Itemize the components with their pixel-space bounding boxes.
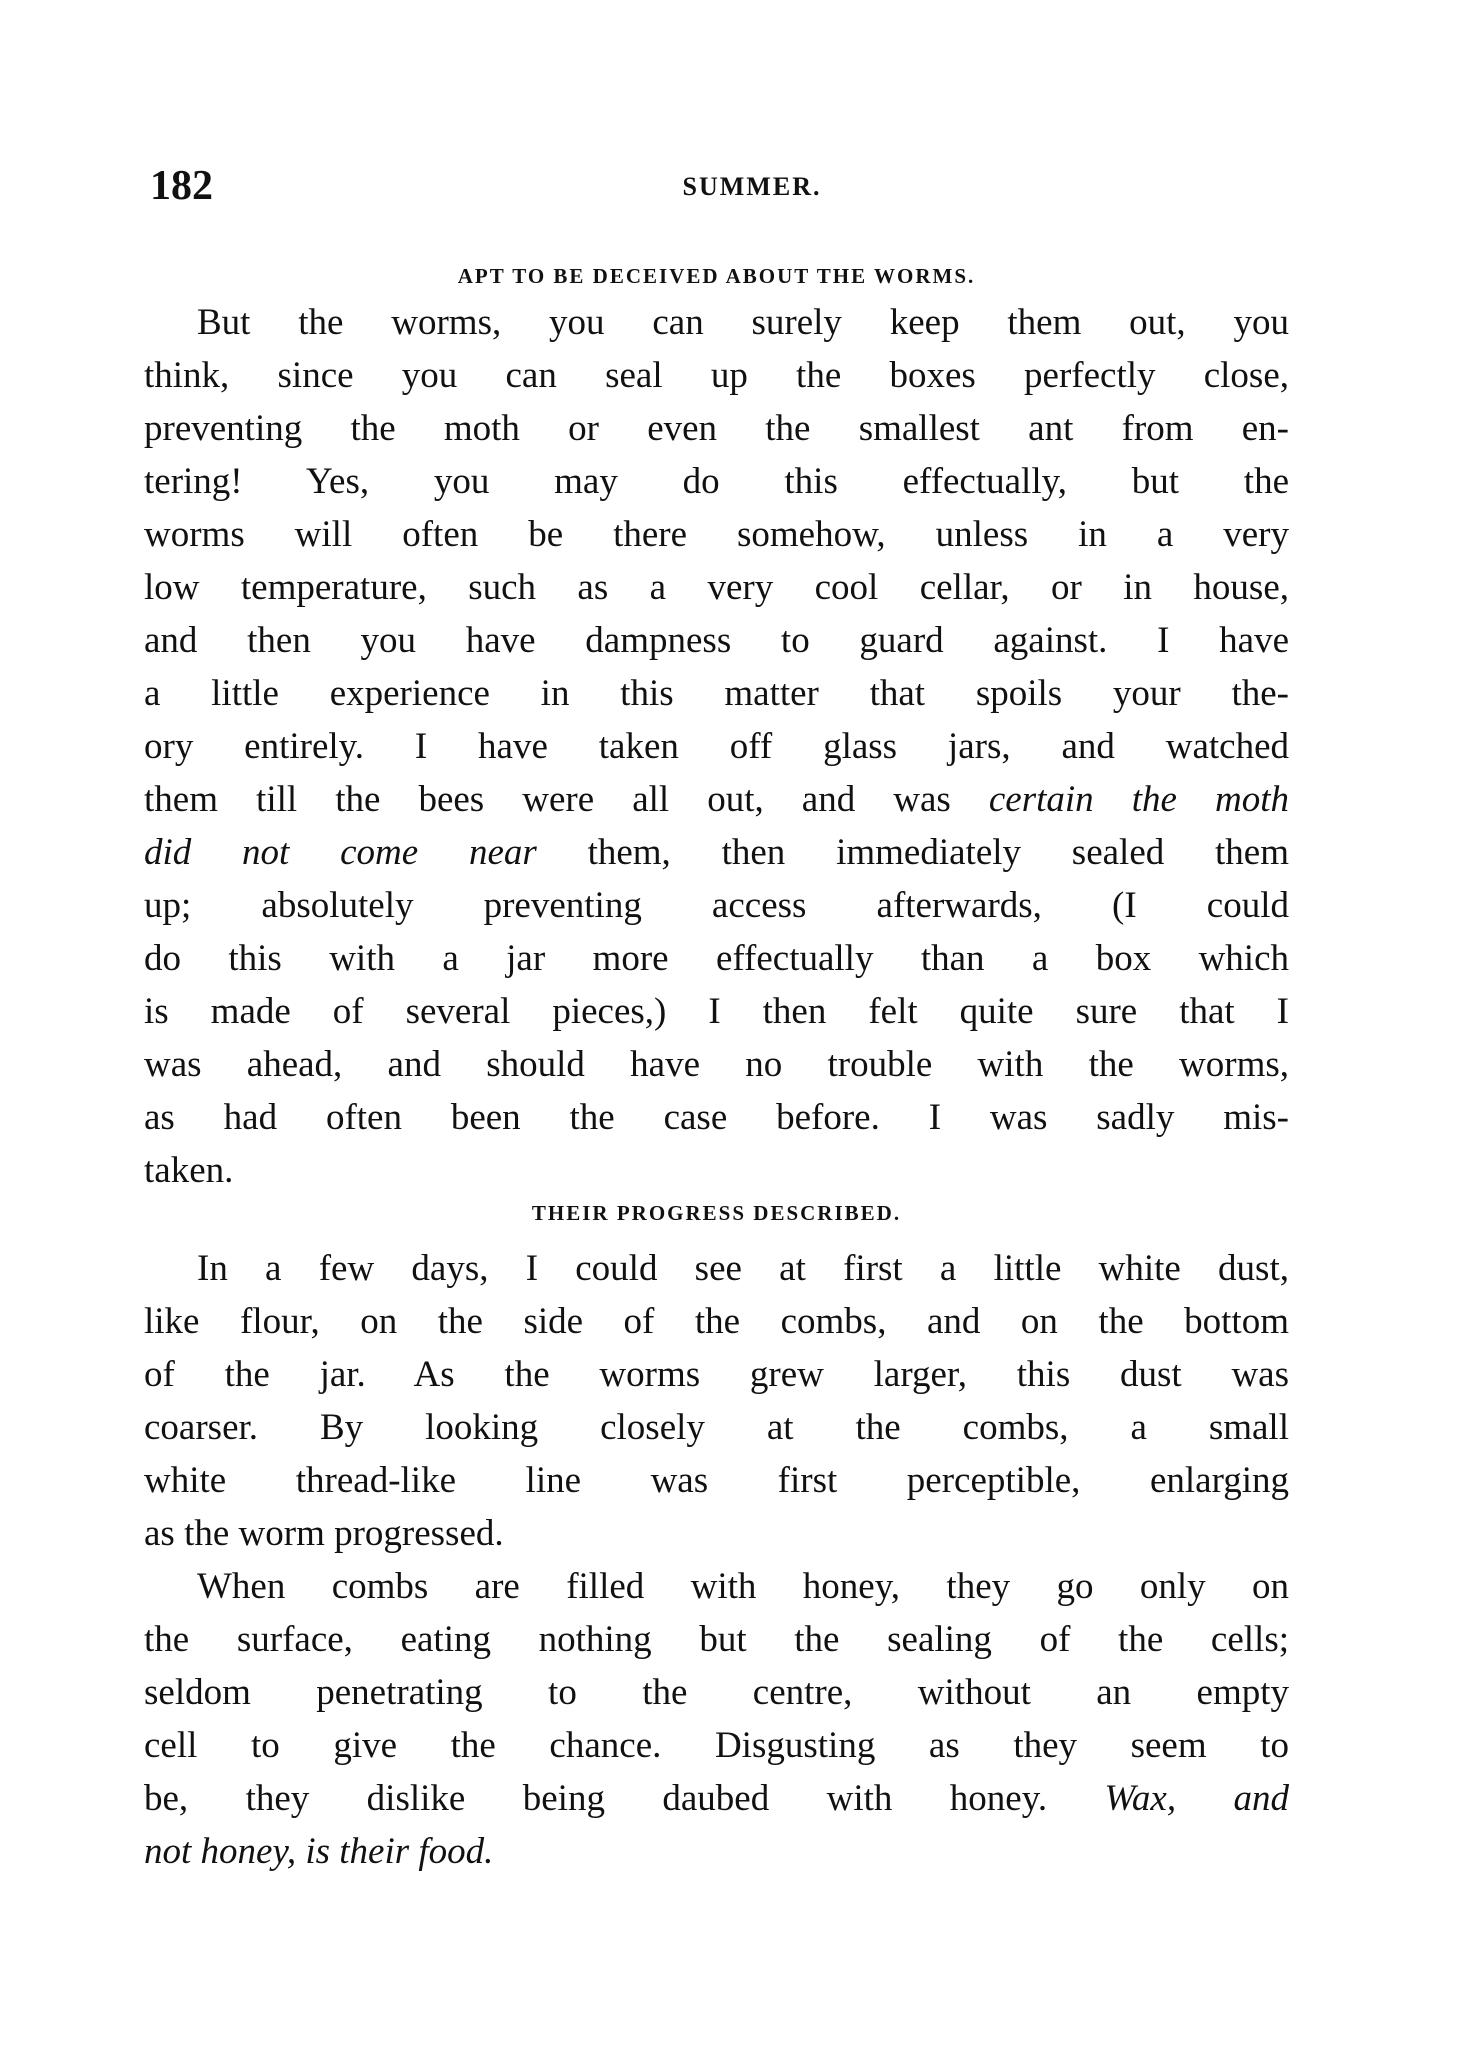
text-line [144,1144,1289,1197]
text-run: think, since you can seal up the boxes perfectly close, [144,355,1289,396]
text-line [144,349,1289,402]
text-line [144,1038,1289,1091]
text-line [144,1242,1289,1295]
section-heading: APT TO BE DECEIVED ABOUT THE WORMS. [457,264,976,288]
text-run: do this with a jar more effectually than a box which [144,938,1289,979]
text-line [144,1454,1289,1507]
italic-text: did not come near [144,832,537,873]
text-line [144,1666,1289,1719]
text-line [144,402,1289,455]
text-run: tering! Yes, you may do this effectually, but the [144,461,1289,502]
text-line [144,826,1289,879]
text-line [144,720,1289,773]
text-line [144,1348,1289,1401]
text-run: In a few days, I could see at first a little white dust, [197,1248,1289,1289]
text-line [144,561,1289,614]
text-run: worms will often be there somehow, unless in a very [144,514,1289,555]
text-run: and then you have dampness to guard against. I have [144,620,1289,661]
text-run: the surface, eating nothing but the sealing of the cells; [144,1619,1289,1660]
text-line [144,1772,1289,1825]
text-run: But the worms, you can surely keep them out, you [197,302,1289,343]
text-run: coarser. By looking closely at the combs, a small [144,1407,1289,1448]
text-run: as the worm progressed. [144,1513,504,1554]
text-line [144,508,1289,561]
text-line [144,773,1289,826]
text-run: is made of several pieces,) I then felt quite sure that I [144,991,1289,1032]
text-run: be, they dislike being daubed with honey. [144,1778,1105,1819]
text-line [144,1613,1289,1666]
text-run: ory entirely. I have taken off glass jars, and watched [144,726,1289,767]
text-run: preventing the moth or even the smallest ant from en- [144,408,1289,449]
text-run: them, then immediately sealed them [536,832,1290,873]
text-line [144,1507,1289,1560]
text-line [144,296,1289,349]
text-line [144,1295,1289,1348]
text-run: a little experience in this matter that spoils your the- [144,673,1289,714]
text-run: was ahead, and should have no trouble with the worms, [144,1044,1289,1085]
text-run: white thread-like line was first perceptible, enlarging [144,1460,1289,1501]
text-run: as had often been the case before. I was sadly mis- [144,1097,1289,1138]
page-number: 182 [150,163,213,209]
text-line [144,1401,1289,1454]
paragraph [144,1242,1289,1560]
paragraph [144,296,1289,1197]
text-line [144,985,1289,1038]
section-worms [144,256,1289,1197]
text-run: up; absolutely preventing access afterwards, (I could [144,885,1289,926]
text-line [144,1560,1289,1613]
text-line [144,1825,1289,1878]
paragraph [144,1560,1289,1878]
section-progress [144,1193,1289,1878]
section-heading: THEIR PROGRESS DESCRIBED. [531,1201,902,1225]
text-run: taken. [144,1150,234,1191]
italic-text: certain the moth [988,779,1289,820]
text-run: When combs are filled with honey, they go only on [197,1566,1289,1607]
text-line [144,932,1289,985]
text-line [144,614,1289,667]
text-line [144,667,1289,720]
text-line [144,1719,1289,1772]
text-run: like flour, on the side of the combs, and on the bottom [144,1301,1289,1342]
italic-text: Wax, and [1104,1778,1289,1819]
text-run: seldom penetrating to the centre, without an empty [144,1672,1289,1713]
text-run: of the jar. As the worms grew larger, this dust was [144,1354,1289,1395]
text-line [144,879,1289,932]
italic-text: not honey, is their food. [144,1831,494,1872]
text-line [144,1091,1289,1144]
text-run: cell to give the chance. Disgusting as they seem to [144,1725,1289,1766]
text-line [144,455,1289,508]
text-run: them till the bees were all out, and was [144,779,989,820]
running-head: SUMMER. [682,172,822,201]
text-run: low temperature, such as a very cool cellar, or in house, [144,567,1289,608]
